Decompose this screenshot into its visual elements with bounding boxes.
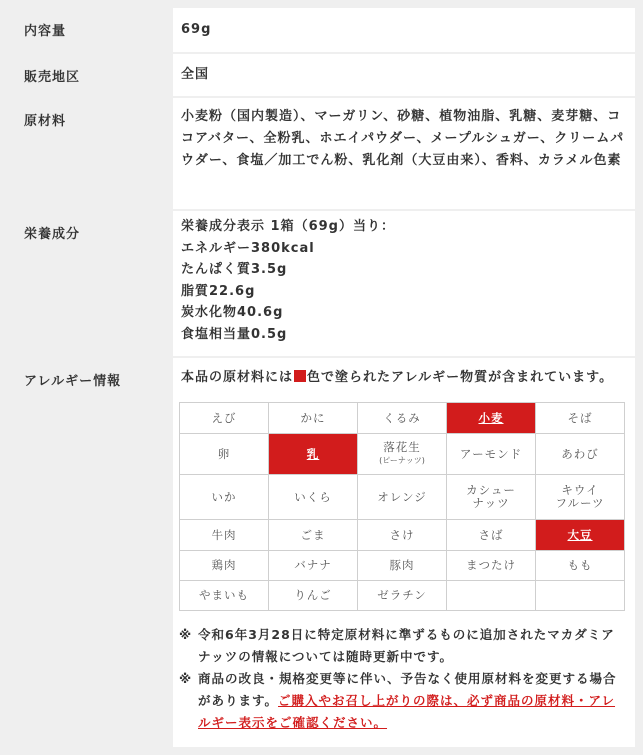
allergen-cell: まつたけ [447,551,536,581]
allergen-cell-empty [447,581,536,611]
nutrition-line: 脂質22.6g [181,283,256,299]
allergen-name-line: カシュー [466,483,516,497]
note-text: 商品の改良・規格変更等に伴い、予告なく使用原材料を変更する場合があります。 [198,671,617,708]
allergen-cell: もも [536,551,625,581]
ingredients-value: 小麦粉（国内製造）、マーガリン、砂糖、植物油脂、乳糖、麦芽糖、ココアバター、全粉乳、ホエイパウダー、メープルシュガー、クリームパウダー、食塩／加工でん粉、乳化剤（大豆由来）、香料、カラメル色素 [181,109,625,168]
row-header [8,211,167,356]
row-value-cell [173,8,635,52]
allergen-cell: オレンジ [358,475,447,520]
allergen-cell: 鶏肉 [180,551,269,581]
allergen-table [179,402,625,611]
allergy-intro-text: 本品の原材料には [181,370,294,385]
row-header [8,54,167,96]
sales-area-value: 全国 [181,67,210,82]
allergen-cell: ゼラチン [358,581,447,611]
allergy-intro-text: 色で塗られたアレルギー物質が含まれています。 [307,370,614,385]
row-label: 販売地区 [24,70,81,85]
allergen-subname: (ピーナッツ) [379,456,425,465]
allergy-intro [181,368,629,388]
nutrition-line: たんぱく質3.5g [181,262,288,277]
note-mark: ※ [179,627,193,642]
allergen-cell: ごま [269,520,358,551]
row-header [8,98,167,209]
allergen-row [180,475,625,520]
allergen-cell: くるみ [358,403,447,434]
row-label: 栄養成分 [24,227,81,242]
allergen-cell-empty [536,581,625,611]
allergen-name: 落花生 [383,440,421,454]
nutrition-line: エネルギー380kcal [181,240,315,256]
row-value-cell [173,211,635,356]
row-nutrition [8,211,635,356]
red-square-icon [294,370,306,382]
allergen-cell: かに [269,403,358,434]
allergen-cell: あわび [536,434,625,475]
row-label: 内容量 [24,24,67,39]
allergen-cell: やまいも [180,581,269,611]
allergen-cell: さば [447,520,536,551]
allergen-cell: いくら [269,475,358,520]
note-ingredient-change [179,668,627,734]
allergen-name-line: フルーツ [555,496,605,510]
allergen-cell: 牛肉 [180,520,269,551]
allergen-cell-highlighted: 大豆 [536,520,625,551]
allergen-row [180,520,625,551]
row-sales-area [8,54,635,96]
allergen-cell: そば [536,403,625,434]
note-mark: ※ [179,671,193,686]
allergen-row [180,551,625,581]
nutrition-line: 炭水化物40.6g [181,305,284,320]
nutrition-line: 栄養成分表示 1箱（69g）当り： [181,219,395,234]
allergen-cell: アーモンド [447,434,536,475]
allergen-name-line: キウイ [561,483,599,497]
row-content-volume [8,8,635,52]
allergen-cell-peanut [358,434,447,475]
row-ingredients [8,98,635,209]
note-warning: ご購入やお召し上がりの際は、必ず商品の原材料・アレルギー表示をご確認ください。 [198,693,616,730]
allergen-cell: えび [180,403,269,434]
content-volume-value: 69g [181,22,212,37]
allergen-cell: 卵 [180,434,269,475]
row-label: 原材料 [24,114,67,129]
row-value-cell [173,98,635,209]
allergen-cell: りんご [269,581,358,611]
row-header [8,358,167,747]
note-macadamia [179,624,627,668]
allergen-row [180,403,625,434]
allergen-cell-cashew [447,475,536,520]
note-text: 令和6年3月28日に特定原材料に準ずるものに追加されたマカダミアナッツの情報については随時更新中です。 [198,627,615,664]
allergen-cell: バナナ [269,551,358,581]
allergen-row [180,434,625,475]
allergen-name-line: ナッツ [472,496,510,510]
allergen-cell-highlighted: 乳 [269,434,358,475]
allergen-cell: 豚肉 [358,551,447,581]
allergen-cell-highlighted: 小麦 [447,403,536,434]
nutrition-line: 食塩相当量0.5g [181,326,288,342]
row-header [8,8,167,52]
row-allergy [8,358,635,747]
allergen-cell-kiwi [536,475,625,520]
allergen-cell: さけ [358,520,447,551]
row-value-cell [173,358,635,747]
row-label: アレルギー情報 [24,374,122,389]
allergy-notes [179,624,627,734]
row-value-cell [173,54,635,96]
allergen-row [180,581,625,611]
allergen-cell: いか [180,475,269,520]
